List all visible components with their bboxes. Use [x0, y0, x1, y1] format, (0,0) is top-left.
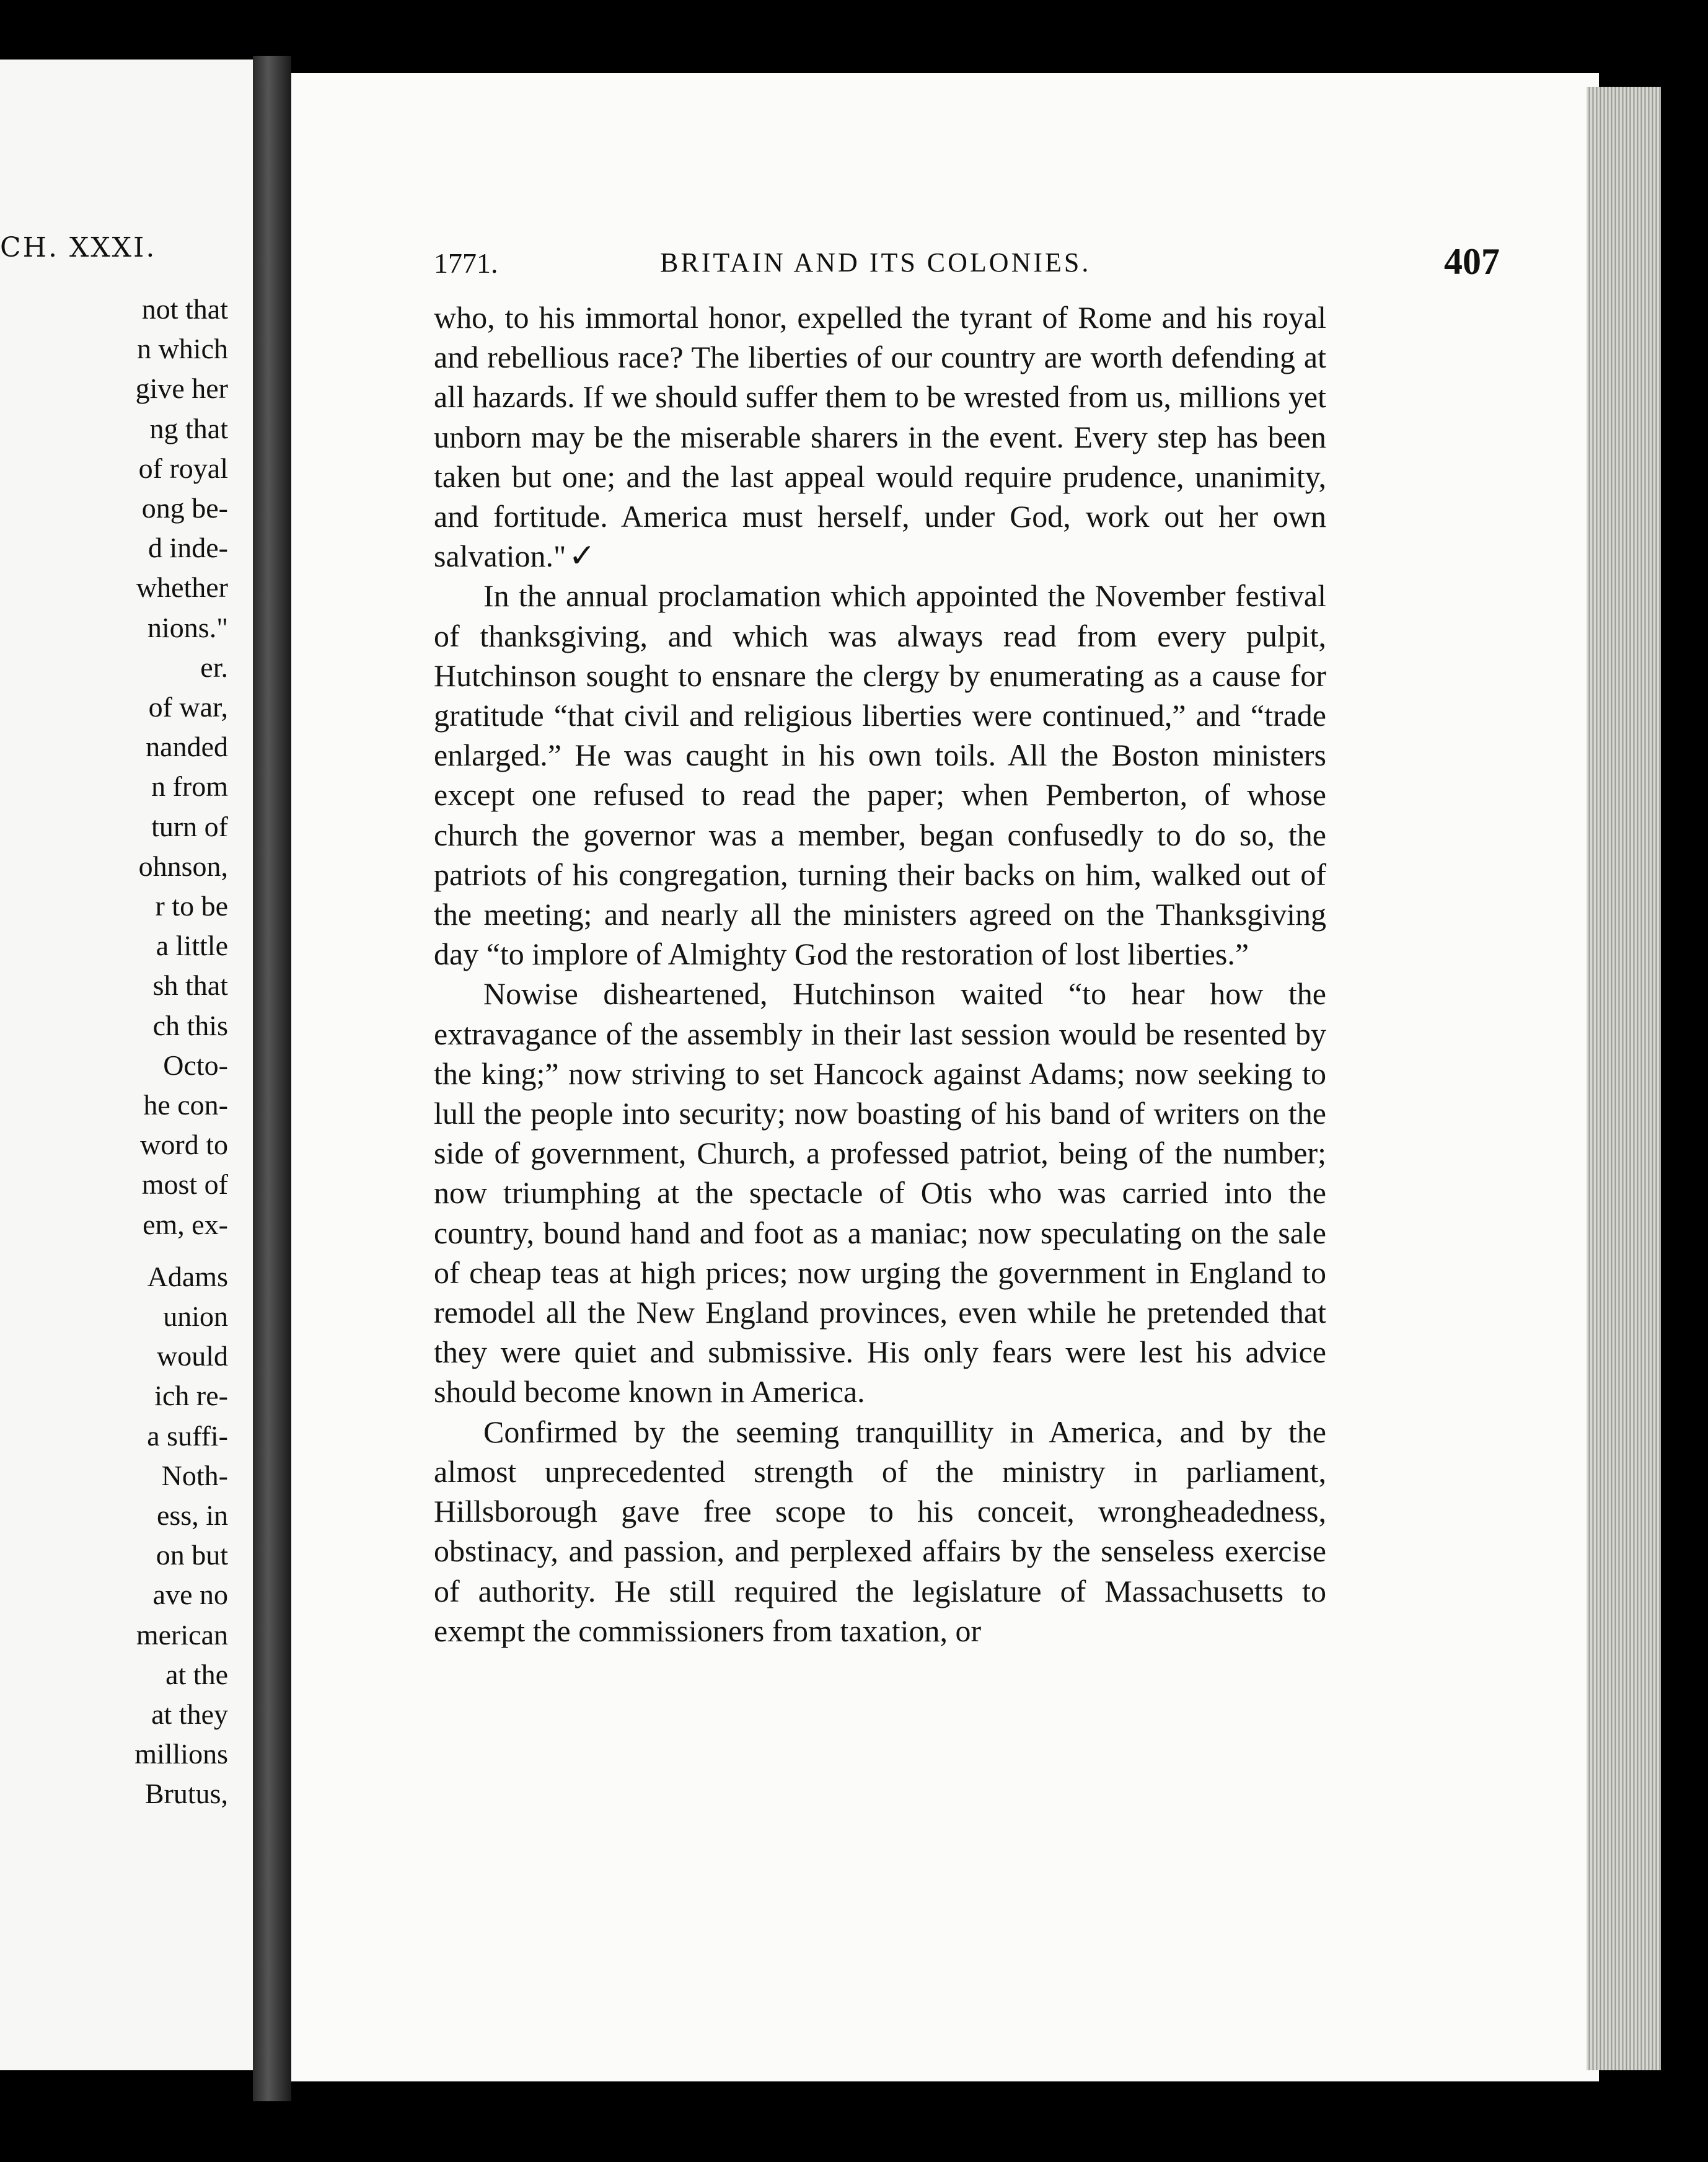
previous-page-line: nanded — [146, 731, 228, 763]
paragraph-2: In the annual proclamation which appointed the November festival of thanksgiving, and which was always read from every pulpit, Hutchinson sought to ensnare the clergy by enumerating as a cause for gratitude “that civil and religious liberties were continued,” and “trade enlarged.” He was caught in his own toils. All the Boston ministers except one refused to read the paper; when Pemberton, of whose church the governor was a member, began confusedly to do so, the patriots of his congregation, turning their backs on him, walked out of the meeting; and nearly all the ministers agreed on the Thanksgiving day “to implore of Almighty God the restoration of lost liberties.” — [434, 578, 1326, 972]
body-text — [434, 298, 1326, 1651]
paragraph-3: Nowise disheartened, Hutchinson waited “to hear how the extravagance of the assembly in their last session would be resented by the king;” now striving to set Hancock against Adams; now seeking to lull the people into security; now boasting of his band of writers on the side of government, Church, a professed patriot, being of the number; now triumphing at the spectacle of Otis who was carried into the country, bound hand and foot as a maniac; now speculating on the sale of cheap teas at high prices; now urging the government in England to remodel all the New England provinces, even while he pretended that they were quiet and submissive. His only fears were lest his advice should become known in America. — [434, 976, 1326, 1410]
previous-page-line: of war, — [148, 691, 228, 723]
previous-page-line: n from — [151, 770, 228, 803]
previous-page-line: ch this — [152, 1009, 228, 1041]
previous-page-line: a suffi- — [147, 1419, 228, 1452]
previous-page-line: er. — [200, 651, 228, 683]
previous-page-line: merican — [136, 1618, 228, 1651]
previous-page-line: ich re- — [154, 1380, 228, 1412]
previous-page-line: Octo- — [163, 1049, 228, 1081]
previous-page-line: ess, in — [157, 1499, 228, 1531]
handwritten-check-mark-icon: ✓ — [568, 537, 596, 575]
previous-page-line: would — [157, 1340, 228, 1372]
previous-page-line: ave no — [152, 1579, 228, 1611]
paragraph-4: Confirmed by the seeming tranquillity in America, and by the almost unprecedented strength of the ministry in parliament, Hillsborough gave free scope to his conceit, wrongheadedness, obstinacy, and passion, and perplexed affairs by the senseless exercise of authority. He still required the legislature of Massachusetts to exempt the commissioners from taxation, or — [434, 1414, 1326, 1648]
previous-page-line: sh that — [152, 969, 228, 1002]
previous-page-line: n which — [137, 333, 228, 365]
previous-page-line: not that — [141, 293, 228, 325]
previous-page-line: em, ex- — [143, 1208, 228, 1240]
current-page — [291, 73, 1599, 2081]
running-head-year: 1771. — [434, 247, 498, 279]
previous-page-fragment — [0, 60, 253, 2070]
previous-page-line: at the — [165, 1658, 228, 1690]
previous-page-line: whether — [136, 571, 228, 604]
previous-page-line: he con- — [143, 1089, 228, 1121]
previous-page-line: most of — [141, 1168, 228, 1201]
running-head — [434, 234, 1500, 284]
previous-page-line: of royal — [138, 452, 228, 484]
previous-page-line: nions." — [147, 611, 228, 643]
previous-page-line: give her — [135, 373, 228, 405]
previous-page-line: word to — [140, 1129, 228, 1161]
previous-page-line: d inde- — [147, 532, 228, 564]
previous-page-line: Noth- — [161, 1459, 228, 1491]
paragraph-1 — [434, 298, 1326, 576]
previous-page-line: Adams — [147, 1260, 228, 1292]
previous-page-line: ng that — [149, 412, 228, 444]
previous-page-line: on but — [156, 1539, 228, 1571]
previous-page-line: millions — [134, 1738, 228, 1770]
previous-page-line: r to be — [155, 890, 228, 922]
previous-page-chapter-header: CH. XXXI. — [0, 232, 157, 263]
previous-page-line: a little — [156, 930, 228, 962]
previous-page-line: Brutus, — [144, 1778, 228, 1810]
previous-page-line: turn of — [151, 810, 228, 842]
page-edges — [1587, 87, 1661, 2070]
paragraph-1-text: who, to his immortal honor, expelled the tyrant of Rome and his royal and rebellious race? The liberties of our country are worth defending at all hazards. If we should suffer them to be wrested from us, millions yet unborn may be the miserable sharers in the event. Every step has been taken but one; and the last appeal would require prudence, unanimity, and fortitude. America must herself, under God, work out her own salvation." — [434, 300, 1326, 574]
book-gutter — [253, 56, 291, 2101]
previous-page-line: ohnson, — [138, 850, 228, 882]
page-number: 407 — [1444, 241, 1500, 282]
running-head-title: BRITAIN AND ITS COLONIES. — [660, 247, 1091, 278]
previous-page-line: at they — [151, 1698, 228, 1730]
previous-page-line: ong be- — [141, 492, 228, 524]
previous-page-line: union — [163, 1300, 228, 1332]
